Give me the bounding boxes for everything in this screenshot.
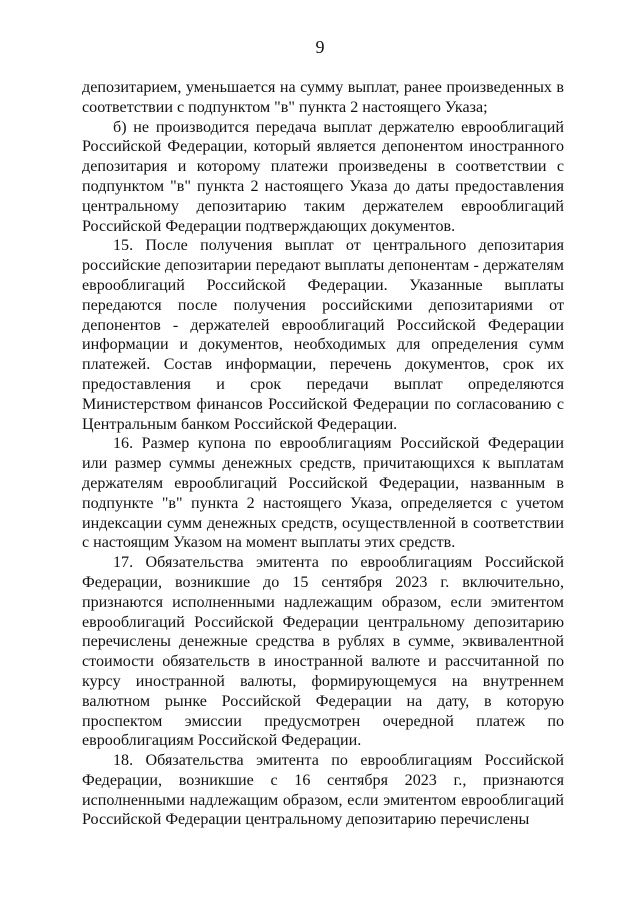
paragraph-point-15: 15. После получения выплат от центрального депозитария российские депозитарии передают выплаты депонентам - держателям еврооблигаций Российской Федерации. Указанные выплаты передаются после получения российскими депозитариями от депонентов - держателей еврооблигаций Российской Федерации информации и документов, необходимых для определения сумм платежей. Состав информации, перечень документов, срок их предоставления и срок передачи выплат определяются Министерством финансов Российской Федерации по согласованию с Центральным банком Российской Федерации. bbox=[82, 237, 564, 433]
document-body bbox=[82, 78, 564, 830]
paragraph-point-18: 18. Обязательства эмитента по еврооблигациям Российской Федерации, возникшие с 16 сентября 2023 г., признаются исполненными надлежащим образом, если эмитентом еврооблигаций Российской Федерации центральному депозитарию перечислены bbox=[82, 752, 564, 829]
paragraph-point-16: 16. Размер купона по еврооблигациям Российской Федерации или размер суммы денежных средств, причитающихся к выплатам держателям еврооблигаций Российской Федерации, названным в подпункте "в" пункта 2 настоящего Указа, определяется с учетом индексации сумм денежных средств, осуществленной в соответствии с настоящим Указом на момент выплаты этих средств. bbox=[82, 435, 564, 552]
page-number: 9 bbox=[315, 37, 325, 57]
paragraph-subpoint-b: б) не производится передача выплат держателю еврооблигаций Российской Федерации, который является депонентом иностранного депозитария и которому платежи произведены в соответствии с подпунктом "в" пункта 2 настоящего Указа до даты предоставления центральному депозитарию таким держателем еврооблигаций Российской Федерации подтверждающих документов. bbox=[82, 118, 564, 235]
paragraph-point-17: 17. Обязательства эмитента по еврооблигациям Российской Федерации, возникшие до 15 сентября 2023 г. включительно, признаются исполненными надлежащим образом, если эмитентом еврооблигаций Российской Федерации центральному депозитарию перечислены денежные средства в рублях в сумме, эквивалентной стоимости обязательств в иностранной валюте и рассчитанной по курсу иностранной валюты, формирующемуся на внутреннем валютном рынке Российской Федерации на дату, в которую проспектом эмиссии предусмотрен очередной платеж по еврооблигациям Российской Федерации. bbox=[82, 554, 564, 750]
paragraph-continuation: депозитарием, уменьшается на сумму выплат, ранее произведенных в соответствии с подпунктом "в" пункта 2 настоящего Указа; bbox=[82, 79, 564, 116]
